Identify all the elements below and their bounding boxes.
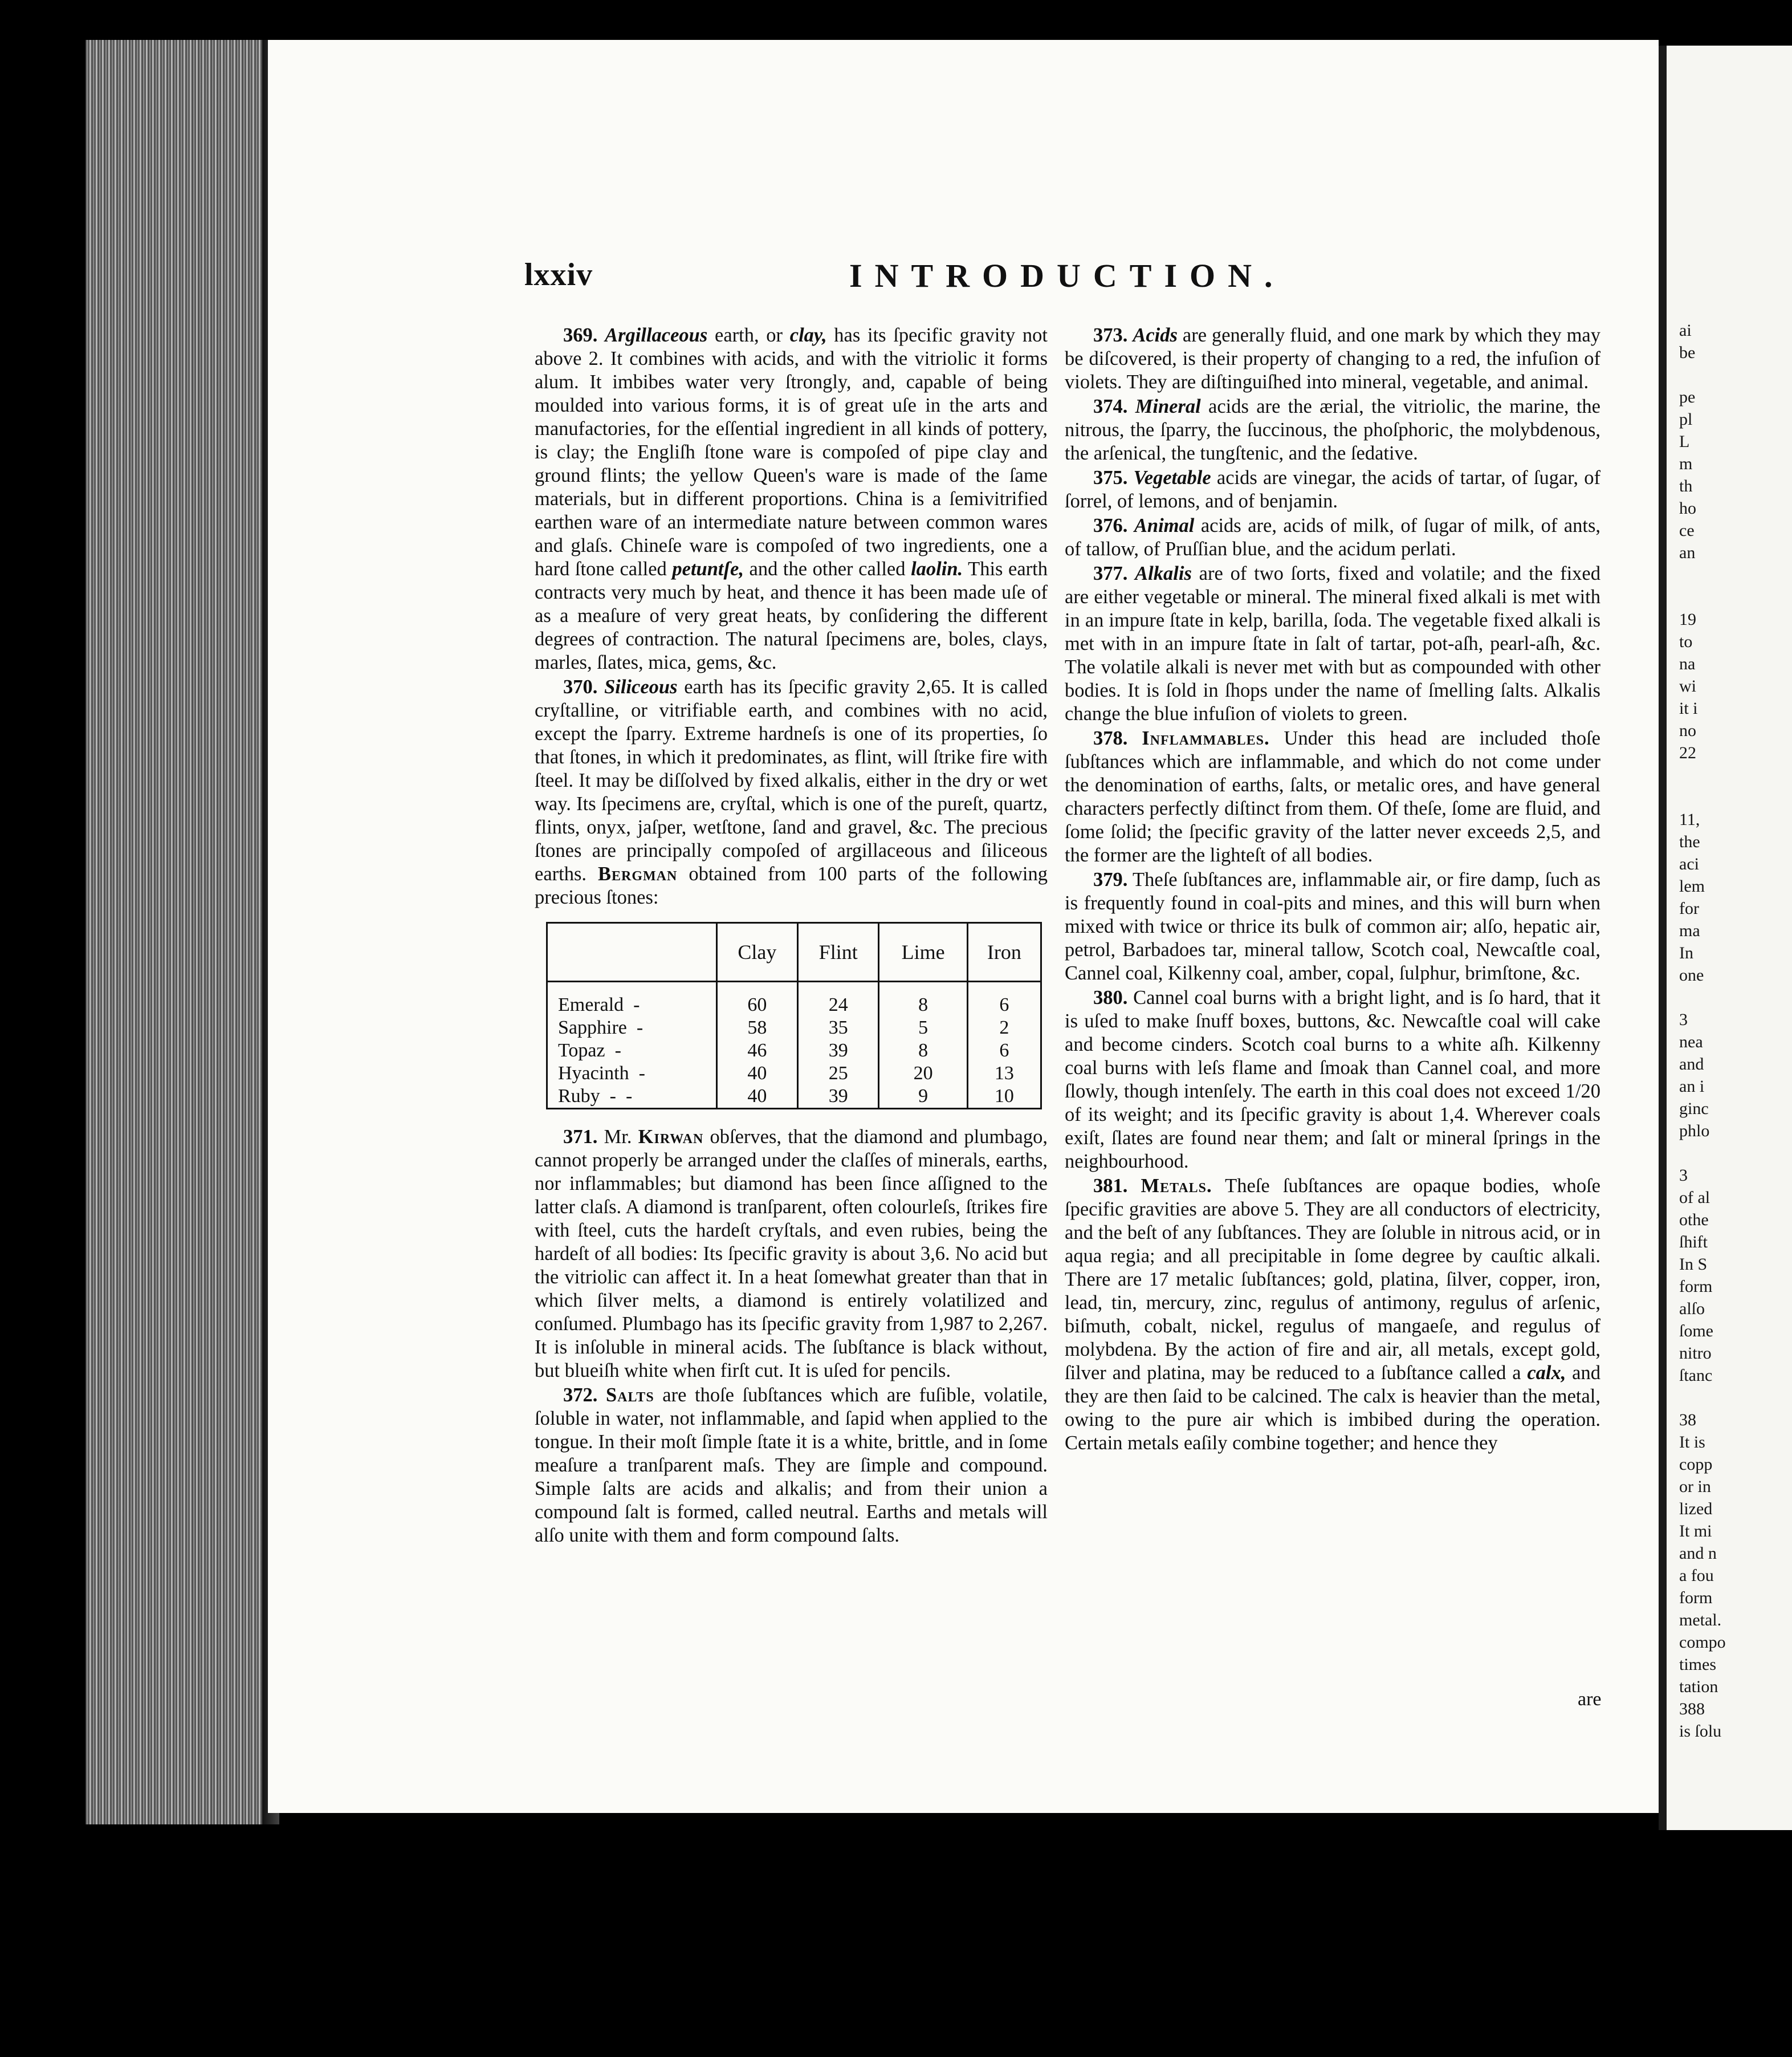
- facing-page-fragment: times: [1679, 1655, 1716, 1674]
- facing-page-fragment: ſome: [1679, 1322, 1713, 1340]
- facing-page-fragment: the: [1679, 832, 1700, 851]
- facing-page-fragment: copp: [1679, 1455, 1713, 1474]
- facing-page-fragment: to: [1679, 632, 1693, 651]
- text: acids are vinegar, the acids of tartar, of ſugar, of ſorrel, of lemons, and of benjamin.: [1065, 467, 1601, 512]
- page-number: lxxiv: [524, 257, 593, 292]
- section-number: 374.: [1093, 396, 1128, 417]
- section-number: 377.: [1093, 563, 1128, 584]
- facing-page-fragment: pe: [1679, 388, 1696, 406]
- section-number: 373.: [1093, 324, 1128, 346]
- facing-page-fragment: It mi: [1679, 1522, 1712, 1540]
- emphasis: Alkalis: [1135, 563, 1192, 584]
- table-header-cell: [547, 923, 717, 982]
- facing-page-fragment: 11,: [1679, 810, 1700, 829]
- paragraph-375: [1065, 466, 1600, 513]
- facing-page-fragment: compo: [1679, 1633, 1726, 1652]
- text: Under this head are included thoſe ſubſtances which are inflammable, and which do not come under the denomination of earths, ſalts, or metalic ores, and have general characters perfectly diſtinct from them. Of theſe, ſome are fluid, and ſome ſolid; the ſpecific gravity of the latter never exceeds 2,5, and the former are the lighteſt of all bodies.: [1065, 727, 1600, 866]
- table-header-cell: Iron: [967, 923, 1041, 982]
- facing-page-fragment: 19: [1679, 610, 1696, 629]
- paragraph-370: [535, 676, 1048, 909]
- facing-page-fragment: ce: [1679, 521, 1695, 540]
- paragraph-374: [1065, 395, 1600, 465]
- table-cell: 40: [716, 1062, 797, 1085]
- text: and the other called: [743, 558, 911, 580]
- paragraph-381: [1065, 1174, 1600, 1455]
- text: This earth contracts very much by heat, and thence it has been made uſe of as a meaſure of very great heats, by conſidering the different degrees of contraction. The natural ſpecimens are, boles, clays, marles, ſlates, mica, gems, &c.: [535, 558, 1048, 673]
- facing-page-fragment: lem: [1679, 877, 1705, 896]
- table-row: [547, 1017, 1041, 1039]
- facing-page-fragment: m: [1679, 454, 1693, 473]
- table-cell: 2: [967, 1017, 1041, 1039]
- heading-term: Inflammables.: [1142, 727, 1270, 749]
- table-cell: Emerald -: [547, 982, 717, 1017]
- author-name: Kirwan: [638, 1126, 704, 1148]
- facing-page-fragment: no: [1679, 721, 1696, 740]
- facing-page-fragment: In S: [1679, 1255, 1708, 1274]
- facing-page-fragment: ſtanc: [1679, 1366, 1713, 1385]
- table-cell: 8: [879, 1039, 967, 1062]
- table-cell: 39: [798, 1085, 879, 1109]
- paragraph-372: [535, 1384, 1048, 1547]
- text: acids are the ærial, the vitriolic, the marine, the nitrous, the ſparry, the ſuccinous, the phoſphoric, the molybdenous, the arſenical, the tungſtenic, and the ſedative.: [1065, 396, 1600, 464]
- section-number: 380.: [1093, 987, 1128, 1009]
- table-cell: 24: [798, 982, 879, 1017]
- table-cell: 5: [879, 1017, 967, 1039]
- table-cell: Sapphire -: [547, 1017, 717, 1039]
- table-cell: 8: [879, 982, 967, 1017]
- table-row: [547, 982, 1041, 1017]
- text: Cannel coal burns with a bright light, and is ſo hard, that it is uſed to make ſnuff boxes, buttons, &c. Newcaſtle coal will cake and become cinders. Scotch coal burns to a white aſh. Kilkenny coal burns with leſs flame and ſmoak than Cannel coal, and more ſlowly, though intenſely. The earth in this coal does not exceed 1/20 of its weight; and its ſpecific gravity is about 1,4. Wherever coals exiſt, ſlates are found near them; and ſalt or mineral ſprings in the neighbourhood.: [1065, 987, 1600, 1172]
- emphasis: petuntſe,: [672, 558, 744, 580]
- table-cell: 25: [798, 1062, 879, 1085]
- text: has its ſpecific gravity not above 2. It combines with acids, and with the vitriolic it forms alum. It imbibes water very ſtrongly, and, capable of being moulded into various forms, it is of great uſe in the arts and manufactories, for the eſſential ingredient in all kinds of pottery, is clay; the Engliſh ſtone ware is compoſed of pipe clay and ground flints; the yellow Queen's ware is made of the ſame materials, but in different proportions. China is a ſemivitrified earthen ware of an intermediate nature between common wares and glaſs. Chineſe ware is compoſed of two ingredients, one a hard ſtone called: [535, 324, 1048, 580]
- facing-page-fragment: ma: [1679, 921, 1700, 940]
- text: acids are, acids of milk, of ſugar of milk, of ants, of tallow, of Pruſſian blue, and the acidum perlati.: [1065, 515, 1601, 560]
- facing-page-fragment: tation: [1679, 1677, 1718, 1696]
- book-page-edges: [85, 40, 274, 1824]
- facing-page-fragment: lized: [1679, 1499, 1713, 1518]
- facing-page-fragment: 38: [1679, 1410, 1696, 1429]
- facing-page-fragment: form: [1679, 1277, 1713, 1296]
- table-cell: Ruby - -: [547, 1085, 717, 1109]
- section-number: 381.: [1093, 1175, 1128, 1197]
- text: are thoſe ſubſtances which are fuſible, volatile, ſoluble in water, not inflammable, and ſapid when applied to the tongue. In their moſt ſimple ſtate it is a white, brittle, and in ſome meaſure a tranſparent maſs. They are ſimple and compound. Simple ſalts are acids and alkalis; and from their union a compound ſalt is formed, called neutral. Earths and metals will alſo unite with them and form compound ſalts.: [535, 1384, 1048, 1546]
- paragraph-380: [1065, 986, 1600, 1173]
- text: earth has its ſpecific gravity 2,65. It is called cryſtalline, or vitrifiable earth, and combines with no acid, except the ſparry. Extreme hardneſs is one of its properties, ſo that ſtones, in which it predominates, as flint, will ſtrike fire with ſteel. It may be diſſolved by fixed alkalis, either in the dry or wet way. Its ſpecimens are, cryſtal, which is one of the pureſt, quartz, flints, onyx, jaſper, wetſtone, ſand and gravel, &c. The precious ſtones are principally compoſed of argillaceous and ſiliceous earths.: [535, 676, 1048, 885]
- table-cell: 40: [716, 1085, 797, 1109]
- emphasis: Acids: [1133, 324, 1178, 346]
- emphasis: Animal: [1134, 515, 1195, 536]
- table-cell: 6: [967, 1039, 1041, 1062]
- text: are of two ſorts, fixed and volatile; and the fixed are either vegetable or mineral. The mineral fixed alkali is met with in an impure ſtate in kelp, barilla, ſoda. The vegetable fixed alkali is met with in an impure ſtate in ſalt of tartar, pot-aſh, pearl-aſh, &c. The volatile alkali is never met with but as compounded with other bodies. It is ſold in ſhops under the name of ſmelling ſalts. Alkalis change the blue infuſion of violets to green.: [1065, 563, 1600, 725]
- table-cell: Hyacinth -: [547, 1062, 717, 1085]
- text: and they are then ſaid to be calcined. The calx is heavier than the metal, owing to the pure air which is imbibed during the operation. Certain metals eaſily combine together; and hence they: [1065, 1362, 1600, 1454]
- facing-page-fragment: nea: [1679, 1032, 1703, 1051]
- facing-page-fragment: and n: [1679, 1544, 1717, 1563]
- facing-page-fragment: it i: [1679, 699, 1698, 718]
- text: are generally fluid, and one mark by which they may be diſcovered, is their property of changing to a red, the infuſion of violets. They are diſtinguiſhed into mineral, vegetable, and animal.: [1065, 324, 1600, 393]
- facing-page: [1659, 46, 1792, 1830]
- facing-page-fragment: and: [1679, 1055, 1704, 1074]
- table-cell: 60: [716, 982, 797, 1017]
- facing-page-fragment: one: [1679, 966, 1704, 985]
- paragraph-369: [535, 324, 1048, 674]
- running-title: INTRODUCTION.: [849, 257, 1285, 294]
- emphasis: Mineral: [1135, 396, 1201, 417]
- emphasis: Vegetable: [1133, 467, 1211, 489]
- facing-page-fragment: nitro: [1679, 1344, 1712, 1363]
- text: earth, or: [707, 324, 790, 346]
- text: obſerves, that the diamond and plumbago, cannot properly be arranged under the claſſes of minerals, earths, nor inflammables; but diamond has been ſince aſſigned to the latter claſs. A diamond is tranſparent, often colourleſs, ſtrikes fire with ſteel, cuts the hardeſt cryſtals, and even rubies, being the hardeſt of all bodies: Its ſpecific gravity is about 3,6. No acid but the vitriolic can affect it. In a heat ſomewhat greater than that in which ſilver melts, a diamond is entirely volatilized and conſumed. Plumbago has its ſpecific gravity from 1,987 to 2,267. It is inſoluble in mineral acids. The ſubſtance is black without, but blueiſh white when firſt cut. It is uſed for pencils.: [535, 1126, 1048, 1381]
- facing-page-fragment: pl: [1679, 410, 1693, 429]
- facing-page-fragment: a fou: [1679, 1566, 1714, 1585]
- paragraph-379: [1065, 868, 1600, 985]
- emphasis: Argillaceous: [605, 324, 708, 346]
- text: Theſe ſubſtances are opaque bodies, whoſe ſpecific gravities are above 5. They are all conductors of electricity, and the beſt of any ſubſtances. They are ſoluble in nitrous acid, or in aqua regia; and all precipitable in ſome degree by cauſtic alkali. There are 17 metalic ſubſtances; gold, platina, ſilver, copper, iron, lead, tin, mercury, zinc, regulus of antimony, regulus of arſenic, biſmuth, cobalt, nickel, regulus of mangaeſe, and regulus of molybdena. By the action of fire and air, all metals, except gold, ſilver and platina, may be reduced to a ſubſtance called a: [1065, 1175, 1600, 1384]
- heading-term: Salts: [605, 1384, 654, 1406]
- section-number: 378.: [1093, 727, 1128, 749]
- paragraph-371: [535, 1125, 1048, 1383]
- facing-page-fragment: alſo: [1679, 1299, 1705, 1318]
- table-cell: 9: [879, 1085, 967, 1109]
- catchword: are: [1578, 1689, 1602, 1710]
- emphasis: calx,: [1527, 1362, 1566, 1384]
- facing-page-fragment: It is: [1679, 1433, 1705, 1452]
- facing-page-fragment: 22: [1679, 743, 1696, 762]
- facing-page-fragment: 388: [1679, 1700, 1705, 1718]
- facing-page-fragment: 3: [1679, 1166, 1688, 1185]
- facing-page-fragment: othe: [1679, 1210, 1709, 1229]
- section-number: 372.: [563, 1384, 598, 1406]
- emphasis: clay,: [789, 324, 827, 346]
- text: Mr.: [597, 1126, 638, 1148]
- table-header-row: [547, 923, 1041, 982]
- table-cell: Topaz -: [547, 1039, 717, 1062]
- facing-page-fragment: aci: [1679, 855, 1699, 873]
- facing-page-fragment: wi: [1679, 677, 1696, 696]
- facing-page-fragment: is ſolu: [1679, 1722, 1722, 1741]
- facing-page-fragment: 3: [1679, 1010, 1688, 1029]
- facing-page-fragment: ai: [1679, 321, 1692, 340]
- table-cell: 6: [967, 982, 1041, 1017]
- page-header: [524, 257, 1579, 302]
- facing-page-fragment: or in: [1679, 1477, 1711, 1496]
- emphasis: Siliceous: [604, 676, 678, 698]
- table-header-cell: Lime: [879, 923, 967, 982]
- facing-page-fragment: metal.: [1679, 1611, 1722, 1629]
- facing-page-fragment: ho: [1679, 499, 1696, 518]
- facing-page-fragment: an: [1679, 543, 1696, 562]
- facing-page-fragment: th: [1679, 477, 1693, 495]
- table-header-cell: Clay: [716, 923, 797, 982]
- facing-page-fragment: of al: [1679, 1188, 1710, 1207]
- facing-page-fragment: ſhift: [1679, 1233, 1708, 1251]
- section-number: 369.: [563, 324, 598, 346]
- table-cell: 10: [967, 1085, 1041, 1109]
- text: obtained from 100 parts of the following precious ſtones:: [535, 863, 1048, 908]
- paragraph-376: [1065, 514, 1600, 561]
- table-cell: 58: [716, 1017, 797, 1039]
- table-cell: 20: [879, 1062, 967, 1085]
- table-row: [547, 1039, 1041, 1062]
- table-cell: 13: [967, 1062, 1041, 1085]
- paragraph-377: [1065, 562, 1600, 726]
- facing-page-fragment: be: [1679, 343, 1696, 362]
- facing-page-fragment: In: [1679, 944, 1693, 962]
- precious-stones-table: [546, 922, 1042, 1109]
- facing-page-fragment: L: [1679, 432, 1690, 451]
- left-column: [535, 324, 1048, 1547]
- section-number: 370.: [563, 676, 598, 698]
- paragraph-378: [1065, 727, 1600, 867]
- section-number: 376.: [1093, 515, 1128, 536]
- heading-term: Metals.: [1141, 1175, 1212, 1197]
- table-cell: 46: [716, 1039, 797, 1062]
- facing-page-fragment: for: [1679, 899, 1699, 918]
- facing-page-fragment: na: [1679, 654, 1696, 673]
- paragraph-373: [1065, 324, 1600, 394]
- section-number: 371.: [563, 1126, 598, 1148]
- facing-page-fragment: ginc: [1679, 1099, 1709, 1118]
- table-cell: 39: [798, 1039, 879, 1062]
- emphasis: laolin.: [911, 558, 963, 580]
- table-cell: 35: [798, 1017, 879, 1039]
- right-column: [1065, 324, 1600, 1455]
- table-row: [547, 1062, 1041, 1085]
- table-header-cell: Flint: [798, 923, 879, 982]
- section-number: 375.: [1093, 467, 1128, 489]
- facing-page-fragment: form: [1679, 1588, 1713, 1607]
- table-row: [547, 1085, 1041, 1109]
- text: Theſe ſubſtances are, inflammable air, or fire damp, ſuch as is frequently found in coal-pits and mines, and this will burn when mixed with twice or thrice its bulk of common air; alſo, hepatic air, petrol, Barbadoes tar, mineral tallow, Scotch coal, Newcaſtle coal, Cannel coal, Kilkenny coal, amber, copal, ſulphur, brimſtone, &c.: [1065, 869, 1600, 984]
- facing-page-fragment: an i: [1679, 1077, 1705, 1096]
- author-name: Bergman: [598, 863, 678, 885]
- section-number: 379.: [1093, 869, 1128, 891]
- facing-page-fragment: phlo: [1679, 1121, 1710, 1140]
